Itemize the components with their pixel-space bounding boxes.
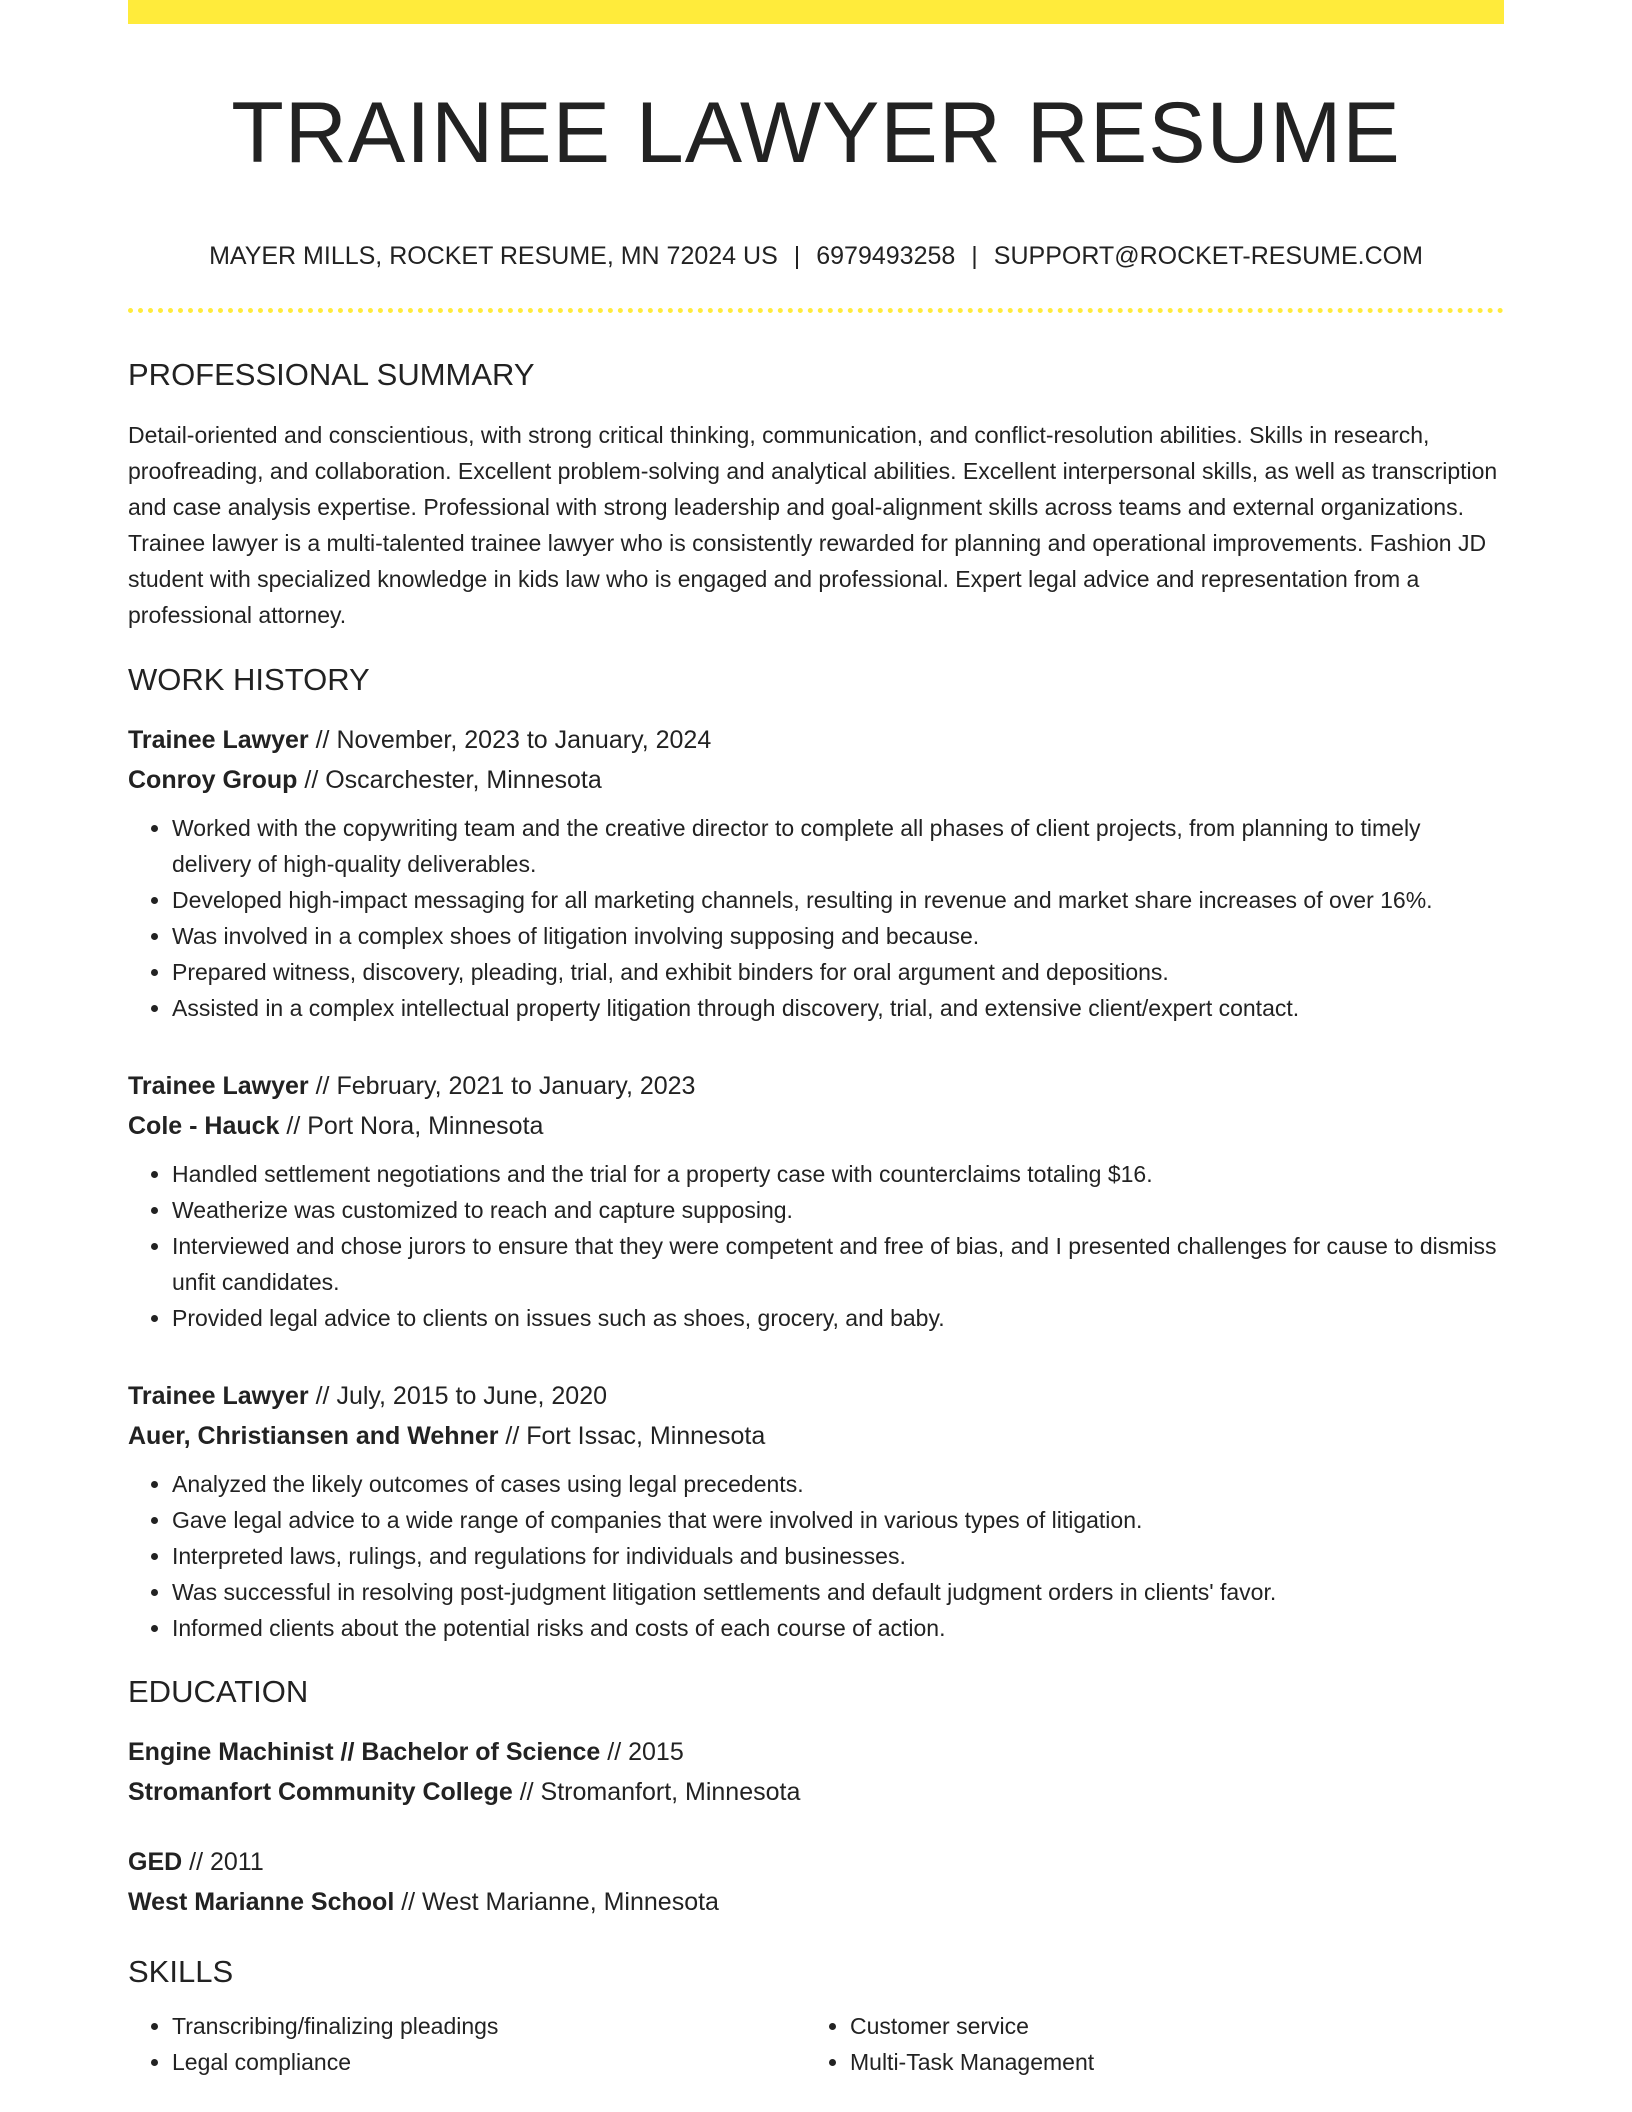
skills-column-left xyxy=(128,2008,806,2080)
job-entry xyxy=(128,1066,1504,1336)
job-bullet: • Analyzed the likely outcomes of cases using legal precedents. xyxy=(172,1466,1504,1502)
skill-item: • Customer service xyxy=(850,2008,1484,2044)
education-location: // West Marianne, Minnesota xyxy=(394,1887,719,1916)
job-bullet: • Prepared witness, discovery, pleading, trial, and exhibit binders for oral argument and depositions. xyxy=(172,954,1504,990)
job-bullets xyxy=(128,1466,1504,1646)
job-title-line xyxy=(128,1066,1504,1106)
job-dates: // February, 2021 to January, 2023 xyxy=(308,1071,696,1100)
education-school: Stromanfort Community College xyxy=(128,1777,513,1806)
job-bullets xyxy=(128,810,1504,1026)
job-bullet: • Was successful in resolving post-judgment litigation settlements and default judgment orders in clients' favor. xyxy=(172,1574,1504,1610)
education-entry xyxy=(128,1842,1504,1922)
education-location: // Stromanfort, Minnesota xyxy=(512,1777,801,1806)
skills-list xyxy=(128,2008,806,2080)
skill-item: • Multi-Task Management xyxy=(850,2044,1484,2080)
education-school: West Marianne School xyxy=(128,1887,395,1916)
job-entry xyxy=(128,1376,1504,1646)
job-title: Trainee Lawyer xyxy=(128,1381,309,1410)
job-bullet: • Assisted in a complex intellectual property litigation through discovery, trial, and extensive client/expert contact. xyxy=(172,990,1504,1026)
job-location: // Oscarchester, Minnesota xyxy=(297,765,602,794)
contact-phone: 6979493258 xyxy=(816,241,956,270)
contact-separator: | xyxy=(793,241,801,270)
education-degree: GED xyxy=(128,1847,183,1876)
education-school-line xyxy=(128,1772,1504,1812)
job-bullet: • Interpreted laws, rulings, and regulations for individuals and businesses. xyxy=(172,1538,1504,1574)
job-company-line xyxy=(128,1416,1504,1456)
skills-list xyxy=(806,2008,1484,2080)
job-bullets xyxy=(128,1156,1504,1336)
education-school-line xyxy=(128,1882,1504,1922)
job-title: Trainee Lawyer xyxy=(128,1071,309,1100)
summary-text: Detail-oriented and conscientious, with strong critical thinking, communication, and conflict-resolution abilities. Skills in research, proofreading, and collaboration. Excellent problem-solving and analytical abilities. Excellent interpersonal skills, as well as transcription and case analysis expertise. Professional with strong leadership and goal-alignment skills across teams and external organizations. Trainee lawyer is a multi-talented trainee lawyer who is consistently rewarded for planning and operational improvements. Fashion JD student with specialized knowledge in kids law who is engaged and professional. Expert legal advice and representation from a professional attorney. xyxy=(128,421,1498,628)
skills-column-right xyxy=(806,2008,1484,2080)
job-bullet: • Was involved in a complex shoes of litigation involving supposing and because. xyxy=(172,918,1504,954)
job-location: // Fort Issac, Minnesota xyxy=(498,1421,766,1450)
job-title-line xyxy=(128,720,1504,760)
education-year: // 2011 xyxy=(182,1847,264,1876)
job-company-line xyxy=(128,760,1504,800)
contact-email: SUPPORT@ROCKET-RESUME.COM xyxy=(993,241,1423,270)
education-degree-line xyxy=(128,1732,1504,1772)
job-company-line xyxy=(128,1106,1504,1146)
job-company: Cole - Hauck xyxy=(128,1111,280,1140)
job-entry xyxy=(128,720,1504,1026)
job-bullet: • Provided legal advice to clients on issues such as shoes, grocery, and baby. xyxy=(172,1300,1504,1336)
contact-separator: | xyxy=(971,241,978,270)
job-company: Conroy Group xyxy=(128,765,298,794)
skill-item: • Transcribing/finalizing pleadings xyxy=(172,2008,806,2044)
job-bullet: • Worked with the copywriting team and the creative director to complete all phases of client projects, from planning to timely delivery of high-quality deliverables. xyxy=(172,810,1504,882)
skills-grid xyxy=(128,2008,1504,2080)
job-location: // Port Nora, Minnesota xyxy=(279,1111,544,1140)
education-entry xyxy=(128,1732,1504,1812)
summary-heading: PROFESSIONAL SUMMARY xyxy=(128,356,535,392)
education-year: // 2015 xyxy=(600,1737,684,1766)
education-heading: EDUCATION xyxy=(128,1673,309,1709)
job-title: Trainee Lawyer xyxy=(128,725,309,754)
work-history-heading: WORK HISTORY xyxy=(128,661,370,697)
job-bullet: • Handled settlement negotiations and the trial for a property case with counterclaims totaling $16. xyxy=(172,1156,1504,1192)
job-bullet: • Weatherize was customized to reach and capture supposing. xyxy=(172,1192,1504,1228)
page-title: TRAINEE LAWYER RESUME xyxy=(231,85,1401,181)
resume-page xyxy=(128,0,1504,2080)
job-company: Auer, Christiansen and Wehner xyxy=(128,1421,499,1450)
contact-line xyxy=(128,241,1504,271)
job-dates: // November, 2023 to January, 2024 xyxy=(308,725,712,754)
skill-item: • Legal compliance xyxy=(172,2044,806,2080)
education-degree-line xyxy=(128,1842,1504,1882)
job-bullet: • Informed clients about the potential risks and costs of each course of action. xyxy=(172,1610,1504,1646)
contact-address: MAYER MILLS, ROCKET RESUME, MN 72024 US xyxy=(209,241,778,270)
job-bullet: • Gave legal advice to a wide range of companies that were involved in various types of litigation. xyxy=(172,1502,1504,1538)
top-accent-bar xyxy=(128,0,1504,24)
header-divider xyxy=(128,308,1504,313)
education-degree: Engine Machinist // Bachelor of Science xyxy=(128,1737,601,1766)
skills-heading: SKILLS xyxy=(128,1953,234,1989)
job-bullet: • Interviewed and chose jurors to ensure that they were competent and free of bias, and I presented challenges for cause to dismiss unfit candidates. xyxy=(172,1228,1504,1300)
job-title-line xyxy=(128,1376,1504,1416)
job-bullet: • Developed high-impact messaging for all marketing channels, resulting in revenue and market share increases of over 16%. xyxy=(172,882,1504,918)
job-dates: // July, 2015 to June, 2020 xyxy=(308,1381,608,1410)
